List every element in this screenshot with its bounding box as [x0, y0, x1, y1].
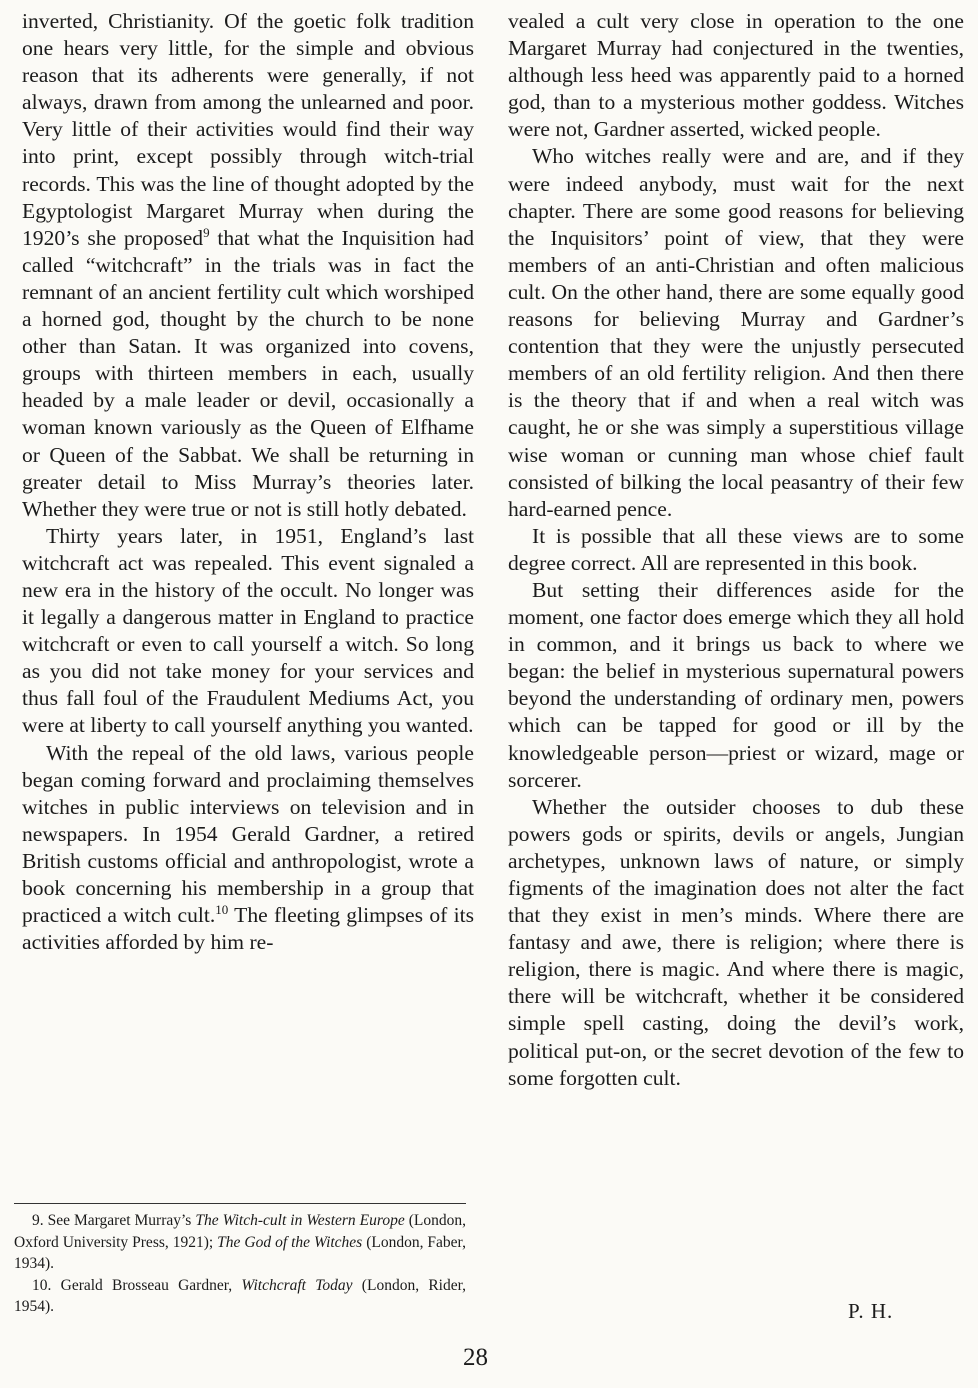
left-p3-text: With the repeal of the old laws, various people began coming forward and proclaiming themselves witches in public interviews on television and in newspapers. In 1954 Gerald Gardner, a retired British customs official and anthropologist, wrote a book concerning his membership in a group that practiced a witch cult.: [22, 740, 474, 928]
fn9-post: (London, Faber, 1934).: [14, 1233, 466, 1272]
fn10-pre: 10. Gerald Brosseau Gardner,: [32, 1276, 242, 1294]
fn9-title-1: The Witch-cult in Western Europe: [195, 1212, 405, 1229]
left-column: [22, 8, 474, 956]
fn9-title-2: The God of the Witches: [217, 1233, 363, 1251]
fn10-post: (London, Rider, 1954).: [14, 1276, 467, 1315]
fn9-pre: 9. See Margaret Murray’s: [32, 1212, 196, 1229]
right-paragraph-5: Whether the outsider chooses to dub these powers gods or spirits, devils or angels, Jungian archetypes, unknown laws of nature, or simply figments of the imagination does not alter the fact that they exist in men’s minds. Where there are fantasy and awe, there is religion; where there is religion, there is magic. And where there is magic, there will be witchcraft, whether it be considered simple spell casting, doing the devil’s work, political put-on, or the secret devotion of the few to some forgotten cult.: [508, 794, 964, 1090]
left-paragraph-3: [22, 740, 474, 957]
author-signature: P. H.: [848, 1299, 894, 1323]
left-paragraph-2: Thirty years later, in 1951, England’s last witchcraft act was repealed. This event signaled a new era in the history of the occult. No longer was it legally a dangerous matter in England to practice witchcraft or even to call yourself a witch. So long as you did not take money for your services and thus fall foul of the Fraudulent Mediums Act, you were at liberty to call yourself anything you wanted.: [22, 523, 474, 738]
right-column: [508, 8, 964, 1092]
left-p1-text: inverted, Christianity. Of the goetic folk tradition one hears very little, for the simple and obvious reason that its adherents were generally, if not always, drawn from among the unlearned and poor. Very little of their activities would find their way into print, except possibly through witch-trial records. This was the line of thought adopted by the Egyptologist Margaret Murray when during the 1920’s she proposed: [22, 9, 474, 250]
left-p1-rest: that what the Inquisition had called “witchcraft” in the trials was in fact the remnant of an ancient fertility cult which worshiped a horned god, thought by the church to be none other than Satan. It was organized into covens, groups with thirteen members in each, usually headed by a male leader or devil, occasionally a woman known variously as the Queen of Elfhame or Queen of the Sabbat. We shall be returning in greater detail to Miss Murray’s theories later. Whether they were true or not is still hotly debated.: [22, 225, 475, 521]
right-paragraph-3: It is possible that all these views are to some degree correct. All are represented in this book.: [508, 523, 964, 575]
left-paragraph-1: [22, 8, 474, 523]
right-paragraph-4: But setting their differences aside for the moment, one factor does emerge which they all hold in common, and it brings us back to where we began: the belief in mysterious supernatural powers beyond the understanding of ordinary men, powers which can be tapped for good or ill by the knowledgeable person—priest or wizard, mage or sorcerer.: [508, 577, 964, 792]
fn9-mid: (London, Oxford University Press, 1921);: [14, 1212, 466, 1251]
left-p3-rest: The fleeting glimpses of its activities afforded by him re-: [22, 903, 474, 955]
footnotes: [14, 1210, 466, 1318]
footnote-ref-10: 10: [215, 901, 229, 917]
footnote-10: [14, 1275, 466, 1318]
right-paragraph-1: vealed a cult very close in operation to the one Margaret Murray had conjectured in the twenties, although less heed was apparently paid to a horned god, than to a mysterious mother goddess. Witches were not, Gardner asserted, wicked people.: [508, 9, 964, 142]
footnote-divider: [14, 1203, 466, 1204]
footnote-ref-9: 9: [203, 224, 210, 240]
footnote-9: [14, 1210, 466, 1275]
fn10-title: Witchcraft Today: [241, 1276, 353, 1294]
page-number: 28: [463, 1344, 488, 1371]
right-paragraph-2: Who witches really were and are, and if they were indeed anybody, must wait for the next chapter. There are some good reasons for believing the Inquisitors’ point of view, that they were members of an anti-Christian and often malicious cult. On the other hand, there are some equally good reasons for believing Murray and Gardner’s contention that they were the unjustly persecuted members of an old fertility religion. And then there is the theory that if and when a real witch was caught, he or she was simply a superstitious village wise woman or cunning man whose chief fault consisted of bilking the local peasantry of their few hard-earned pence.: [508, 144, 964, 521]
